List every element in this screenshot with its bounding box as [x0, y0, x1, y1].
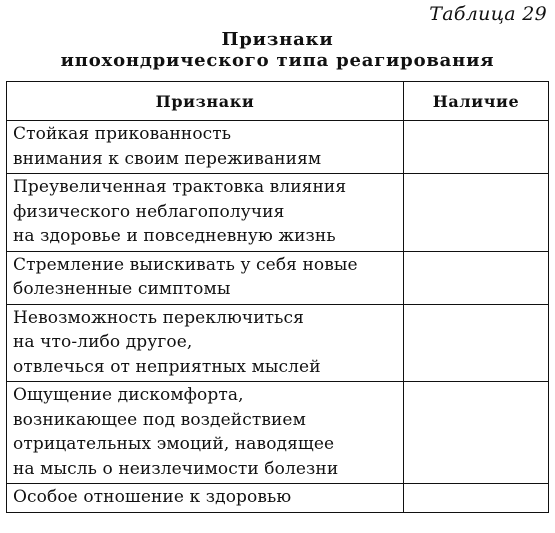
table-row — [7, 484, 549, 513]
sign-cell — [7, 121, 404, 174]
signs-table — [6, 81, 549, 513]
sign-cell — [7, 484, 404, 513]
presence-cell[interactable] — [404, 251, 549, 304]
presence-cell[interactable] — [404, 484, 549, 513]
presence-cell[interactable] — [404, 382, 549, 484]
sign-cell — [7, 251, 404, 304]
sign-cell — [7, 382, 404, 484]
sign-text: Невозможность переключиться на что-либо другое, отвлечься от неприятных мыслей — [13, 307, 321, 377]
table-number: Таблица 29 — [429, 3, 547, 25]
sign-cell — [7, 304, 404, 382]
sign-text: Ощущение дискомфорта, возникающее под воздействием отрицательных эмоций, наводящее на мысль о неизлечимости болезни — [13, 385, 339, 479]
table-row — [7, 174, 549, 252]
header-row — [7, 82, 549, 121]
header-presence: Наличие — [404, 82, 549, 121]
presence-cell[interactable] — [404, 121, 549, 174]
table-row — [7, 121, 549, 174]
header-signs: Признаки — [7, 82, 404, 121]
table-row — [7, 382, 549, 484]
sign-text: Стремление выискивать у себя новые болезненные симптомы — [13, 254, 358, 299]
sign-text: Стойкая прикованность внимания к своим переживаниям — [13, 124, 322, 169]
presence-cell[interactable] — [404, 304, 549, 382]
table-title: Признаки — [221, 29, 334, 50]
sign-text: Преувеличенная трактовка влияния физического неблагополучия на здоровье и повседневную жизнь — [13, 177, 347, 246]
presence-cell[interactable] — [404, 174, 549, 252]
sign-text: Особое отношение к здоровью — [13, 487, 292, 507]
table-subtitle: ипохондрического типа реагирования — [60, 50, 495, 71]
sign-cell — [7, 174, 404, 252]
table-row — [7, 251, 549, 304]
table-row — [7, 304, 549, 382]
